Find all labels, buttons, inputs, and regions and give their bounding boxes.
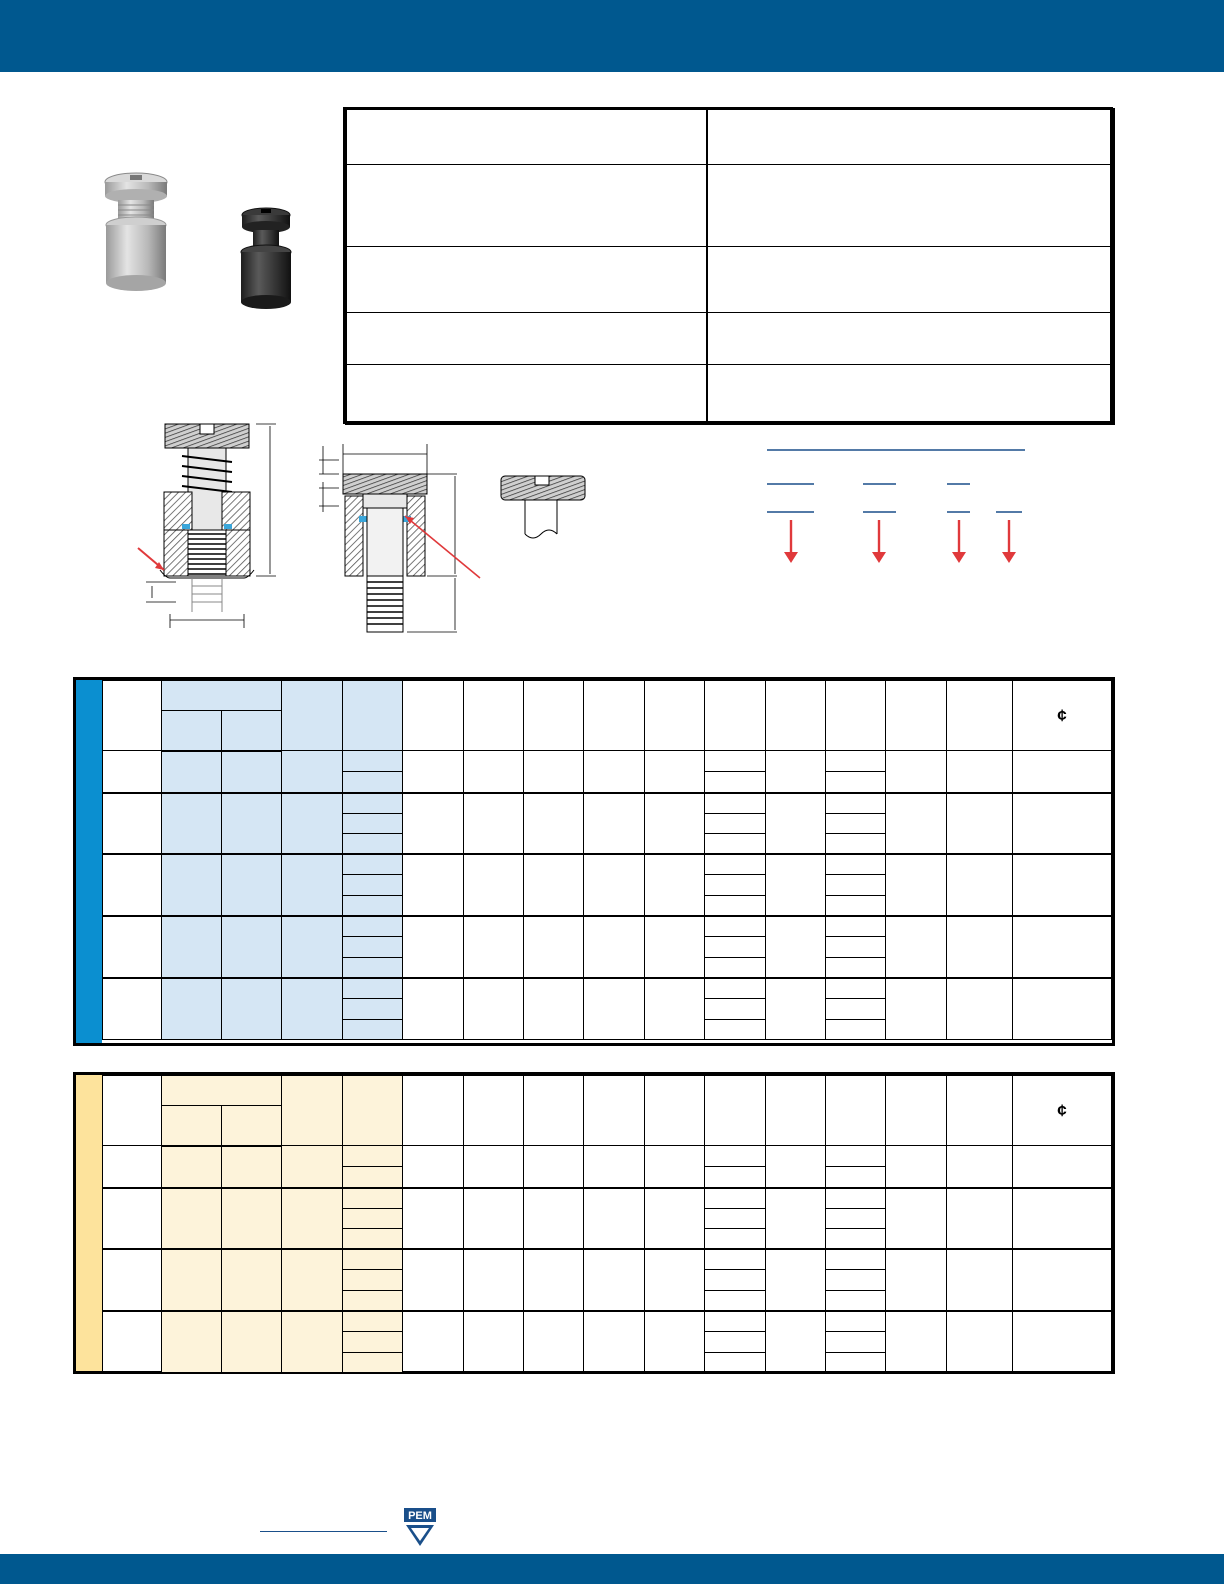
header-cell	[524, 1076, 584, 1146]
table-cell	[282, 1249, 343, 1311]
table-cell	[766, 1311, 826, 1373]
table-cell	[826, 793, 886, 814]
table-cell	[826, 813, 886, 834]
table-cell	[766, 1146, 826, 1188]
table-cell	[705, 1208, 766, 1229]
header-cell	[282, 1076, 343, 1146]
table-row	[103, 854, 1112, 875]
table-row	[103, 751, 1112, 772]
table-cell	[162, 1188, 222, 1250]
table-cell	[343, 1332, 403, 1353]
header-cell	[222, 711, 282, 751]
table-cell	[103, 1188, 162, 1250]
table-cell	[705, 1332, 766, 1353]
table-cell	[403, 1188, 464, 1250]
pem-logo	[404, 1508, 436, 1548]
table-cell	[584, 916, 645, 978]
table-cell	[343, 834, 403, 855]
table-cell	[343, 1208, 403, 1229]
table-cell	[705, 1290, 766, 1311]
table-cell	[947, 1146, 1013, 1188]
header-cell	[464, 681, 524, 751]
table-cell	[403, 916, 464, 978]
table-cell	[524, 854, 584, 916]
top-header-band	[0, 0, 1224, 72]
header-cell	[162, 1076, 282, 1106]
header-cell	[886, 1076, 947, 1146]
table-cell	[826, 998, 886, 1019]
cent-symbol: ¢	[1057, 705, 1067, 725]
table-cell	[826, 1352, 886, 1373]
table-cell	[343, 793, 403, 814]
info-cell	[707, 365, 1114, 425]
table-cell	[282, 1311, 343, 1373]
table-cell	[766, 1249, 826, 1311]
price-header-cell	[1013, 1076, 1112, 1146]
header-cell	[584, 1076, 645, 1146]
table-cell	[826, 834, 886, 855]
table-cell	[645, 854, 705, 916]
table-cell	[403, 751, 464, 793]
table-cell	[584, 1311, 645, 1373]
table-cell	[103, 978, 162, 1040]
header-cell	[705, 1076, 766, 1146]
header-cell	[947, 1076, 1013, 1146]
table-cell	[282, 1188, 343, 1250]
info-cell	[346, 109, 707, 165]
drawing-head-detail	[497, 470, 589, 550]
table-cell	[645, 793, 705, 855]
table-cell	[524, 1311, 584, 1373]
table-cell	[343, 1249, 403, 1270]
table-cell	[343, 1270, 403, 1291]
table-cell	[766, 978, 826, 1040]
table-cell	[886, 916, 947, 978]
table-cell	[705, 1146, 766, 1167]
table-row	[103, 793, 1112, 814]
table-cell	[826, 1229, 886, 1250]
table-cell	[282, 916, 343, 978]
table-cell	[464, 978, 524, 1040]
table-cell	[584, 978, 645, 1040]
table-cell	[343, 1019, 403, 1040]
table-cell	[826, 1146, 886, 1167]
table-cell	[343, 875, 403, 896]
table-cell	[886, 1188, 947, 1250]
table-cell	[705, 1167, 766, 1188]
header-cell	[766, 681, 826, 751]
table-cell	[947, 978, 1013, 1040]
table-cell	[403, 1311, 464, 1373]
table-cell	[222, 1311, 282, 1373]
table-cell	[826, 1019, 886, 1040]
table-cell	[524, 1188, 584, 1250]
table-cell	[947, 916, 1013, 978]
table-cell	[1013, 793, 1112, 855]
table-cell	[103, 916, 162, 978]
table-cell	[524, 751, 584, 793]
table-row	[103, 978, 1112, 999]
table-cell	[705, 813, 766, 834]
table-cell	[162, 978, 222, 1040]
info-cell	[346, 365, 707, 425]
header-cell	[103, 1076, 162, 1146]
table-cell	[1013, 916, 1112, 978]
table-cell	[343, 916, 403, 937]
header-cell	[524, 681, 584, 751]
header-cell	[766, 1076, 826, 1146]
table-cell	[1013, 1146, 1112, 1188]
table-cell	[162, 793, 222, 855]
table-cell	[947, 1249, 1013, 1311]
table-cell	[343, 1188, 403, 1209]
table-cell	[766, 916, 826, 978]
info-table	[345, 108, 1115, 425]
table-cell	[826, 1249, 886, 1270]
table-row	[103, 916, 1112, 937]
table-row	[103, 1146, 1112, 1167]
table-cell	[705, 793, 766, 814]
header-cell	[343, 681, 403, 751]
table-cell	[1013, 854, 1112, 916]
header-cell	[947, 681, 1013, 751]
table-cell	[584, 1146, 645, 1188]
table-cell	[1013, 751, 1112, 793]
table-cell	[464, 1188, 524, 1250]
table-cell	[705, 1270, 766, 1291]
table-cell	[705, 957, 766, 978]
table-cell	[282, 978, 343, 1040]
table-cell	[343, 1229, 403, 1250]
table-cell	[524, 1146, 584, 1188]
table-cell	[705, 937, 766, 958]
table-cell	[947, 751, 1013, 793]
table-cell	[403, 854, 464, 916]
table-cell	[464, 916, 524, 978]
table-cell	[584, 1249, 645, 1311]
table-cell	[162, 916, 222, 978]
table-cell	[1013, 1311, 1112, 1373]
table-cell	[886, 854, 947, 916]
table-cell	[464, 1146, 524, 1188]
header-cell	[464, 1076, 524, 1146]
table-cell	[645, 916, 705, 978]
table-cell	[103, 1146, 162, 1188]
header-cell	[222, 1106, 282, 1146]
table-cell	[705, 772, 766, 793]
header-cell	[282, 681, 343, 751]
table-cell	[826, 937, 886, 958]
table-cell	[584, 751, 645, 793]
table-cell	[705, 895, 766, 916]
info-cell	[707, 247, 1114, 313]
table-cell	[705, 916, 766, 937]
table-cell	[705, 1229, 766, 1250]
table-cell	[886, 1311, 947, 1373]
table-cell	[103, 793, 162, 855]
table-cell	[524, 793, 584, 855]
table-cell	[705, 978, 766, 999]
spec-table-alloy	[73, 1072, 1115, 1374]
table-cell	[343, 1352, 403, 1373]
table-cell	[766, 854, 826, 916]
header-cell	[403, 681, 464, 751]
table-cell	[403, 1146, 464, 1188]
header-cell	[343, 1076, 403, 1146]
table-cell	[826, 957, 886, 978]
table-cell	[705, 1352, 766, 1373]
table-cell	[886, 1249, 947, 1311]
table-cell	[343, 1311, 403, 1332]
table-cell	[162, 854, 222, 916]
table-cell	[766, 793, 826, 855]
table-cell	[222, 751, 282, 793]
table-cell	[464, 1249, 524, 1311]
header-cell	[645, 681, 705, 751]
table-cell	[645, 1311, 705, 1373]
cent-symbol: ¢	[1057, 1100, 1067, 1120]
product-photo-black	[236, 205, 296, 313]
table-cell	[705, 751, 766, 772]
table-cell	[464, 793, 524, 855]
header-cell	[162, 681, 282, 711]
table-cell	[103, 1311, 162, 1373]
table-cell	[343, 1146, 403, 1167]
header-cell	[826, 1076, 886, 1146]
spec-table-alloy-grid	[102, 1075, 1112, 1373]
table-cell	[826, 1167, 886, 1188]
table-cell	[645, 978, 705, 1040]
table-cell	[705, 998, 766, 1019]
header-cell	[705, 681, 766, 751]
header-cell	[886, 681, 947, 751]
table-cell	[343, 751, 403, 772]
table-cell	[826, 772, 886, 793]
table-cell	[886, 793, 947, 855]
table-cell	[162, 1249, 222, 1311]
table-cell	[103, 751, 162, 793]
table-cell	[282, 793, 343, 855]
table-cell	[282, 854, 343, 916]
table-cell	[403, 978, 464, 1040]
header-cell	[645, 1076, 705, 1146]
table-cell	[826, 916, 886, 937]
table-cell	[947, 1188, 1013, 1250]
table-cell	[343, 813, 403, 834]
spec-table-steel	[73, 677, 1115, 1046]
table-cell	[645, 1249, 705, 1311]
price-header-cell	[1013, 681, 1112, 751]
product-photo-stainless	[100, 170, 172, 295]
header-cell	[162, 711, 222, 751]
pem-logo-text: PEM	[408, 1510, 432, 1522]
table-cell	[524, 978, 584, 1040]
table-cell	[282, 1146, 343, 1188]
table-cell	[103, 1249, 162, 1311]
table-cell	[826, 1311, 886, 1332]
table-cell	[705, 1019, 766, 1040]
table-cell	[222, 1146, 282, 1188]
table-cell	[645, 1146, 705, 1188]
table-cell	[645, 1188, 705, 1250]
part-number-code-diagram	[760, 440, 1040, 575]
table-cell	[464, 854, 524, 916]
table-cell	[403, 1249, 464, 1311]
table-cell	[162, 751, 222, 793]
table-cell	[826, 1188, 886, 1209]
table-cell	[343, 1290, 403, 1311]
table-cell	[222, 854, 282, 916]
table-cell	[826, 1290, 886, 1311]
drawing-retracted-screw	[315, 440, 490, 640]
table-cell	[705, 1249, 766, 1270]
table-cell	[343, 772, 403, 793]
header-cell	[584, 681, 645, 751]
header-cell	[162, 1106, 222, 1146]
table-cell	[403, 793, 464, 855]
table-cell	[222, 978, 282, 1040]
table-cell	[947, 1311, 1013, 1373]
table-cell	[524, 1249, 584, 1311]
table-cell	[162, 1311, 222, 1373]
table-cell	[826, 895, 886, 916]
table-cell	[282, 751, 343, 793]
header-cell	[403, 1076, 464, 1146]
table-cell	[705, 1311, 766, 1332]
table-cell	[826, 1208, 886, 1229]
header-cell	[826, 681, 886, 751]
table-cell	[705, 834, 766, 855]
bottom-footer-band	[0, 1554, 1224, 1584]
table-cell	[826, 751, 886, 772]
table-cell	[826, 1270, 886, 1291]
table-cell	[343, 998, 403, 1019]
table-cell	[584, 854, 645, 916]
table-cell	[343, 1167, 403, 1188]
table-cell	[1013, 1249, 1112, 1311]
drawing-installed-screw	[130, 420, 290, 635]
table-cell	[705, 875, 766, 896]
table-cell	[947, 854, 1013, 916]
table-row	[103, 1311, 1112, 1332]
table-cell	[584, 793, 645, 855]
table-cell	[524, 916, 584, 978]
table-cell	[162, 1146, 222, 1188]
table-cell	[886, 978, 947, 1040]
table-cell	[222, 1249, 282, 1311]
table-row	[103, 1249, 1112, 1270]
table-cell	[886, 751, 947, 793]
table-cell	[343, 937, 403, 958]
table-cell	[464, 751, 524, 793]
table-cell	[826, 854, 886, 875]
table-cell	[766, 751, 826, 793]
table-cell	[826, 1332, 886, 1353]
info-cell	[346, 165, 707, 247]
table-cell	[464, 1311, 524, 1373]
info-cell	[707, 313, 1114, 365]
table-row	[103, 1188, 1112, 1209]
info-cell	[346, 313, 707, 365]
table-cell	[705, 854, 766, 875]
table-cell	[222, 793, 282, 855]
table-cell	[584, 1188, 645, 1250]
table-cell	[222, 916, 282, 978]
table-cell	[222, 1188, 282, 1250]
table-cell	[1013, 978, 1112, 1040]
info-cell	[707, 109, 1114, 165]
table-cell	[947, 793, 1013, 855]
table-cell	[343, 957, 403, 978]
table-cell	[766, 1188, 826, 1250]
table-cell	[103, 854, 162, 916]
info-cell	[707, 165, 1114, 247]
header-cell	[103, 681, 162, 751]
spec-table-alloy-strip	[76, 1075, 102, 1371]
table-cell	[343, 854, 403, 875]
table-cell	[1013, 1188, 1112, 1250]
spec-table-steel-grid	[102, 680, 1112, 1040]
table-cell	[343, 895, 403, 916]
info-cell	[346, 247, 707, 313]
footer-link-underline[interactable]	[260, 1531, 387, 1532]
table-cell	[705, 1188, 766, 1209]
table-cell	[826, 978, 886, 999]
spec-table-steel-strip	[76, 680, 102, 1043]
table-cell	[645, 751, 705, 793]
table-cell	[886, 1146, 947, 1188]
table-cell	[343, 978, 403, 999]
table-cell	[826, 875, 886, 896]
